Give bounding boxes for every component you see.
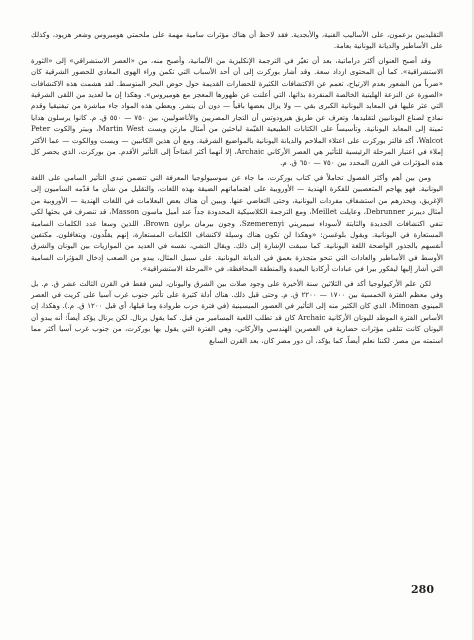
paragraph-4: لكن علم الأركيولوجيا أكد في الثلاثين سنة الأخيرة على وجود صلات بين الشرق واليونان، ليس فقط في القرن الثالث عشر ق. م. بل وفي معظم الفترة الخمسية بين ١٧٠٠ — ٢٢٠٠ ق. م. وحتى قبل ذلك. هناك أدلة كثيرة على تأثير جنوب غرب آسيا على كريت في العصر المينوي Minoan، الذي كان الكثير منه إلى التأثير في العصور الميسينية (في فترة حرب طروادة وما قبلها، أي قبل ١٢٠٠ ق. م.). وهكذا، إن الأساس الفترة الموطد لليونان الأركانية Archaic كان قد تطلب اللعبة المسامير من قبل. كما يقول برنال. لكن برنال يؤكد أيضاً: أنه يبدو أن اليونان كانت تتلقى مؤثرات حضارية في العصرين الهندسي والأركاني، وهي الفترة التي يقول بها بوركرت، من جنوب غرب آسيا أكثر مما استمته من مصر. لكننا نعلم أيضاً، كما يؤكد، أن دور مصر كان، بعد القرن السابع <box>31 278 443 345</box>
paragraph-3: ومن بين أهم وأكثر الفصول تحاملاً في كتاب بوركرت، ما جاء عن سوسيولوجيا المعرفة التي تتضمن تبدي التأثير السامي على اللغة اليونانية. فهو يهاجم المتعصبين للفكرة الهندية — الأوروبية على اهتماماتهم الضيقة بهذه اللغات، والتقليل من شأن ما قدّمه الساميون إلى الإغريق، ويحذرهم من استشفاف مفردات اليونانية، وحتى التغاضي عنها. ويبين أن هناك بعض البعلامات في اللغات الهندية — الأوروبية من أمثال ديبرنر Debrunner، وعايلت Meillet، ومع الترجمة الكلاسيكية المحدودة جداً عند أميل ماسون Masson، قد تنصرف في بحثها لكي تنفي اكتشافات الجديدة والثابتة لأسوداء سيمريني Szemerenyi، وجون بيرمان براون Brown، اللذين وسعا عدد الكلمات السامية المستعارة في اليونانية. ويقول بلوغسن: «وهكذا لن تكون هناك وسيلة لاكتشاف الكلمات المستعارة، إنهم يقلّدون، ويتغافلون. مكتفين أنفسهم بالجذور الواضحة اللغة اليونانية. كما سبقت الإشارة إلى ذلك. ويقال التشي، نفسه في العديد من الموازيات بين اليونان والشرق الأوسط في الأساطير والعادات التي تنحو متجذرة بعمق في الديانة اليونانية. على سبيل المثال، يبدو من الصعب إدخال المؤثرات السامية التي أشار إليها ليفكور بيرا في عبادات أركاديا البعيدة والمنطقة المحافظة، في «المرحلة الاستشراقية». <box>31 172 444 274</box>
paragraph-1: التقليديين بزعمون، على الأساليب الفنية، والأبجدية. فقد لاحظ أن هناك مؤثرات سامية مهمة على ملحمتي هوميروس وشعر هزيود، وكذلك على الأساطير والديانة اليونانية بعامة. <box>31 30 443 51</box>
page-body <box>31 29 443 346</box>
paragraph-2: وقد أصبح العنوان أكثر دراماتية، بعد أن تغيّر في الترجمة الإنكليزية من الألمانية، وأصبح منه، من «العصر الاستشراقي» إلى «الثورة الاستشراقية». كما أن المحتوى ازداد سعة. وقد أشار بوركرت إلى أن أحد الأسباب التي تكمن وراء الهوى المعادي للحضور الشرقية كان «ضرباً من الشعور بعدم الارتياح، تعمم عن الاكتشافات الكثيرة للحضارات القديمة حول حوض البحر المتوسط. لقد هشمت هذه الاكتشافات «الصورة عن النزعة الهلينية الخالصة المنفردة بذاتها، التي أعلنت عن ظهورها المعجز مع هوميروس». وهكذا إن ما لعديد من اللقى الشرقية التي عثر عليها في المعابد اليونانية الكبرى بقي — ولا يزال بعضها باقياً — دون أن ينشر. ويعطي هذه المواد جاء مباشرة من تيفنيقيا وقدم نماذج لصناع اليونانيين لتقليدها. وتعرف عن طريق هيرودوتس أن التجار المصريين والأناضوليين، بين ٧٥٠ — ٥٥٠ ق. م. كانوا يرسلون هدايا ثمينة إلى المعابد اليونانية. وتأسيساً على الكتابات الطبيعية القيّمة لباحثين من أمثال مارتن ويست Martin West، وبيتر والكوت Peter Walcot، أكد فالتر بوركرت على اعتلاء الملاحم والديانة اليونانية بالمواضيع الشرقية. ومع أن هذين الكاتبين — ويست ووالكوت — عما الأكثر إملاء في اعتبار المرحلة الرئيسية للتأثير هي العصر الأركاني Archaic، إلا أنهما أكثر انفتاحاً إلى التأثير الأقدم. من بوركرت، الذي يحصر كل هذه المؤثرات في القرن المحدد بين ٧٥٠ — ٦٥٠ ق. م. <box>31 55 443 168</box>
page-number: 280 <box>411 583 434 596</box>
